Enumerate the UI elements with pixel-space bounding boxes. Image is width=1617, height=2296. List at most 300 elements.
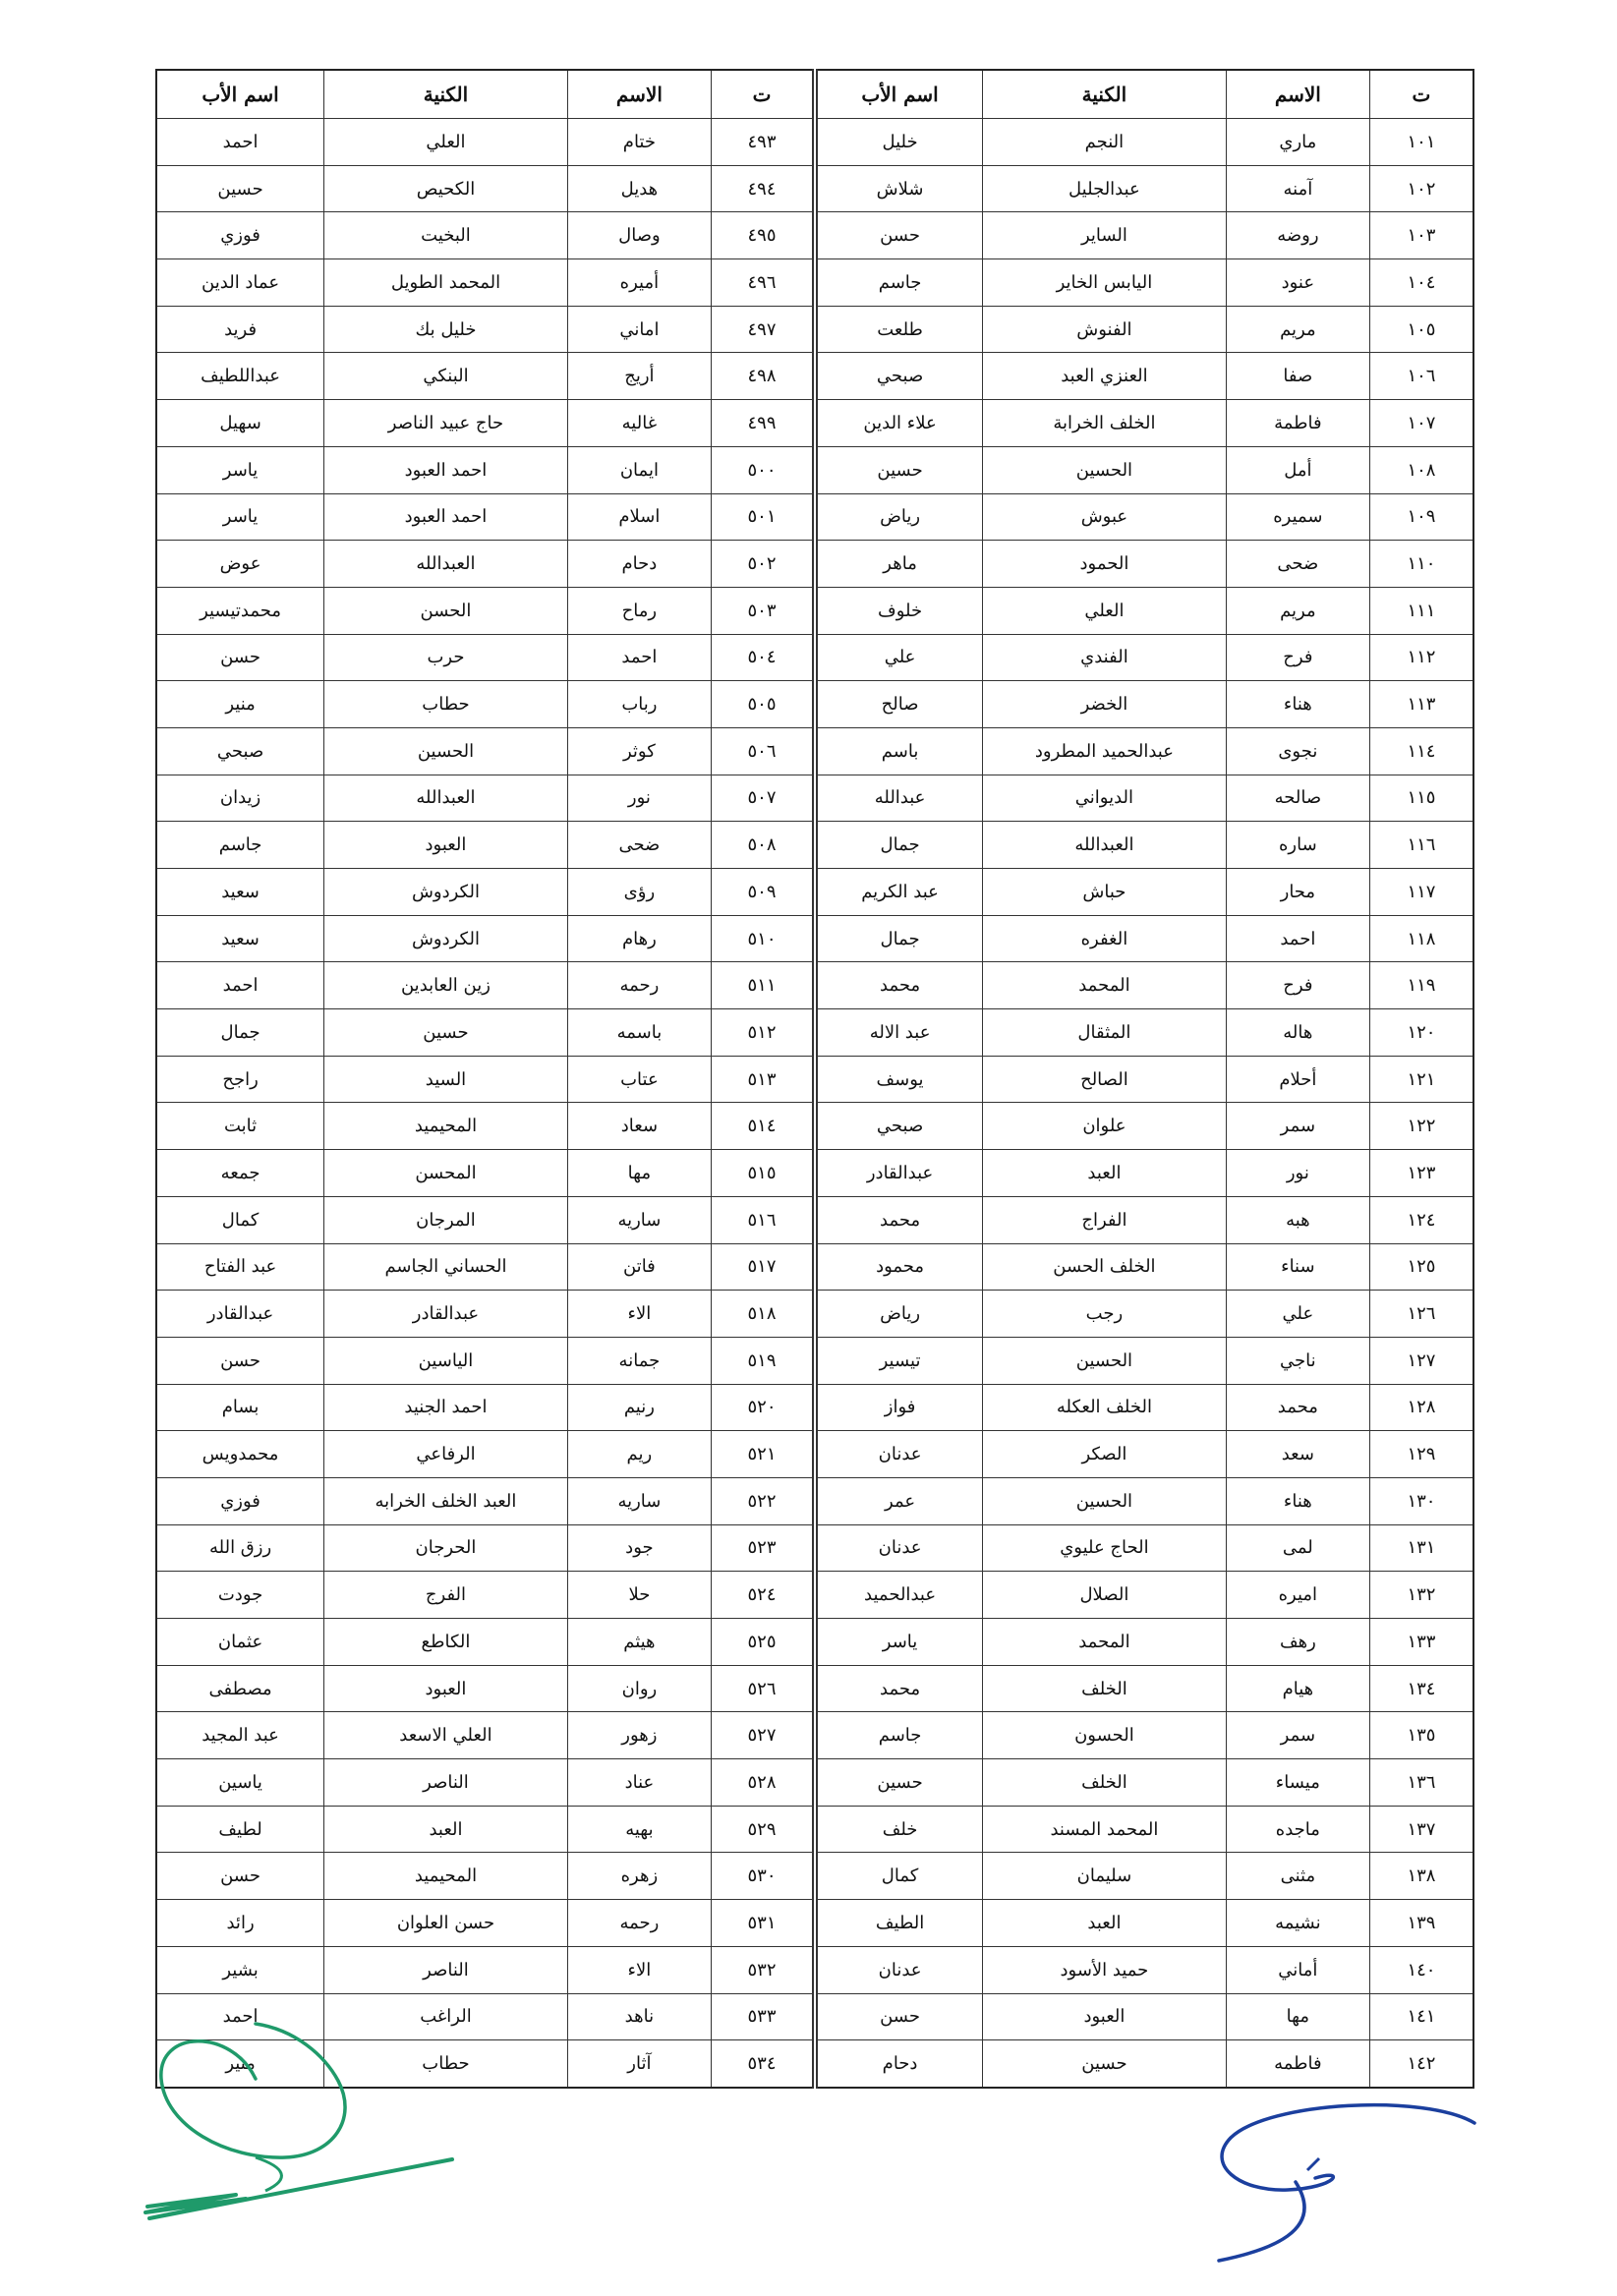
- cell-name-right: نشيمه: [1226, 1900, 1369, 1947]
- cell-surname-left: الكحيص: [324, 165, 568, 212]
- cell-surname-left: الكردوش: [324, 915, 568, 962]
- cell-num-left: ٥١٠: [711, 915, 815, 962]
- cell-name-left: ساريه: [567, 1477, 711, 1524]
- cell-num-left: ٥٣٠: [711, 1853, 815, 1900]
- cell-num-left: ٥١٦: [711, 1196, 815, 1243]
- cell-surname-left: المرجان: [324, 1196, 568, 1243]
- cell-father-right: حسن: [815, 1993, 983, 2040]
- cell-name-right: هناء: [1226, 1477, 1369, 1524]
- cell-num-right: ١٢٥: [1369, 1243, 1473, 1291]
- cell-num-right: ١٢٩: [1369, 1431, 1473, 1478]
- cell-num-left: ٥١١: [711, 962, 815, 1009]
- cell-num-right: ١١٧: [1369, 869, 1473, 916]
- cell-num-right: ١٣٤: [1369, 1665, 1473, 1712]
- cell-num-left: ٤٩٦: [711, 259, 815, 307]
- cell-surname-right: رجب: [983, 1291, 1227, 1338]
- cell-num-left: ٤٩٥: [711, 212, 815, 259]
- cell-num-left: ٥٠٥: [711, 681, 815, 728]
- table-row: [156, 587, 1473, 634]
- cell-name-right: ساره: [1226, 822, 1369, 869]
- cell-father-right: محمود: [815, 1243, 983, 1291]
- cell-name-right: هناء: [1226, 681, 1369, 728]
- cell-surname-left: حرب: [324, 634, 568, 681]
- cell-father-left: لطيف: [156, 1806, 324, 1853]
- cell-surname-left: المحسن: [324, 1150, 568, 1197]
- cell-father-left: منير: [156, 681, 324, 728]
- table-row: [156, 259, 1473, 307]
- cell-name-left: رحمه: [567, 1900, 711, 1947]
- cell-num-left: ٥٠٢: [711, 541, 815, 588]
- cell-name-left: زهور: [567, 1712, 711, 1759]
- cell-father-left: عبد الفتاح: [156, 1243, 324, 1291]
- cell-surname-right: الصالح: [983, 1056, 1227, 1103]
- cell-num-right: ١٠٢: [1369, 165, 1473, 212]
- cell-surname-right: سليمان: [983, 1853, 1227, 1900]
- cell-father-left: سعيد: [156, 915, 324, 962]
- cell-name-left: الاء: [567, 1291, 711, 1338]
- table-row: [156, 541, 1473, 588]
- cell-num-right: ١٠٥: [1369, 306, 1473, 353]
- cell-surname-left: احمد العبود: [324, 446, 568, 493]
- table-row: [156, 1524, 1473, 1572]
- cell-name-right: احمد: [1226, 915, 1369, 962]
- cell-num-left: ٥١٥: [711, 1150, 815, 1197]
- cell-surname-left: الياسين: [324, 1337, 568, 1384]
- cell-num-left: ٤٩٧: [711, 306, 815, 353]
- table-row: [156, 1291, 1473, 1338]
- cell-father-right: ماهر: [815, 541, 983, 588]
- cell-name-right: سناء: [1226, 1243, 1369, 1291]
- cell-num-right: ١١١: [1369, 587, 1473, 634]
- cell-father-left: محمدتيسير: [156, 587, 324, 634]
- cell-father-right: ياسر: [815, 1619, 983, 1666]
- table-row: [156, 1946, 1473, 1993]
- cell-name-left: جمانه: [567, 1337, 711, 1384]
- cell-name-right: فاطمة: [1226, 400, 1369, 447]
- cell-name-right: علي: [1226, 1291, 1369, 1338]
- table-row: [156, 869, 1473, 916]
- table-row: [156, 1103, 1473, 1150]
- table-row: [156, 1243, 1473, 1291]
- cell-father-left: راجح: [156, 1056, 324, 1103]
- cell-num-right: ١٢٠: [1369, 1009, 1473, 1057]
- cell-father-left: حسن: [156, 1853, 324, 1900]
- cell-surname-left: احمد الجنيد: [324, 1384, 568, 1431]
- cell-name-right: فاطمه: [1226, 2040, 1369, 2088]
- cell-name-right: ميساء: [1226, 1759, 1369, 1807]
- cell-surname-right: العبد: [983, 1900, 1227, 1947]
- header-row: [156, 70, 1473, 119]
- cell-name-left: رهام: [567, 915, 711, 962]
- cell-num-right: ١١٨: [1369, 915, 1473, 962]
- cell-name-right: روضه: [1226, 212, 1369, 259]
- cell-name-right: محمد: [1226, 1384, 1369, 1431]
- cell-name-right: فرح: [1226, 634, 1369, 681]
- cell-surname-right: حباش: [983, 869, 1227, 916]
- cell-name-right: أمل: [1226, 446, 1369, 493]
- cell-surname-left: الفرج: [324, 1572, 568, 1619]
- cell-num-right: ١٣٥: [1369, 1712, 1473, 1759]
- cell-name-right: محار: [1226, 869, 1369, 916]
- signature-right: [1209, 2084, 1504, 2280]
- cell-surname-left: حاج عبيد الناصر: [324, 400, 568, 447]
- cell-surname-left: الراغب: [324, 1993, 568, 2040]
- cell-father-right: رياض: [815, 1291, 983, 1338]
- cell-surname-right: الخضر: [983, 681, 1227, 728]
- cell-name-left: هيثم: [567, 1619, 711, 1666]
- cell-name-left: وصال: [567, 212, 711, 259]
- cell-father-left: رائد: [156, 1900, 324, 1947]
- cell-father-right: عبدالله: [815, 775, 983, 822]
- cell-name-left: روان: [567, 1665, 711, 1712]
- cell-num-right: ١٢٢: [1369, 1103, 1473, 1150]
- cell-num-left: ٥٣٣: [711, 1993, 815, 2040]
- table-row: [156, 1712, 1473, 1759]
- cell-father-right: عبدالحميد: [815, 1572, 983, 1619]
- cell-num-right: ١٠١: [1369, 119, 1473, 166]
- cell-surname-left: البخيت: [324, 212, 568, 259]
- cell-name-left: زهره: [567, 1853, 711, 1900]
- cell-num-left: ٥٠٧: [711, 775, 815, 822]
- cell-surname-left: الرفاعي: [324, 1431, 568, 1478]
- cell-num-right: ١١٣: [1369, 681, 1473, 728]
- cell-surname-left: عبدالقادر: [324, 1291, 568, 1338]
- cell-name-left: عناد: [567, 1759, 711, 1807]
- table-row: [156, 493, 1473, 541]
- cell-surname-left: الكردوش: [324, 869, 568, 916]
- cell-num-right: ١٢٣: [1369, 1150, 1473, 1197]
- cell-father-right: شلاش: [815, 165, 983, 212]
- table-row: [156, 306, 1473, 353]
- cell-surname-right: الحسون: [983, 1712, 1227, 1759]
- cell-name-left: مها: [567, 1150, 711, 1197]
- cell-surname-right: الفنوش: [983, 306, 1227, 353]
- cell-name-left: اماني: [567, 306, 711, 353]
- cell-father-left: محمدويس: [156, 1431, 324, 1478]
- cell-name-left: سعاد: [567, 1103, 711, 1150]
- cell-father-right: عدنان: [815, 1524, 983, 1572]
- table-row: [156, 1150, 1473, 1197]
- cell-name-right: لمى: [1226, 1524, 1369, 1572]
- cell-num-left: ٥١٢: [711, 1009, 815, 1057]
- cell-father-right: خلف: [815, 1806, 983, 1853]
- cell-num-right: ١٣٩: [1369, 1900, 1473, 1947]
- cell-num-right: ١٢١: [1369, 1056, 1473, 1103]
- cell-name-right: أحلام: [1226, 1056, 1369, 1103]
- cell-name-right: سميره: [1226, 493, 1369, 541]
- cell-father-left: جمال: [156, 1009, 324, 1057]
- cell-num-right: ١٣٠: [1369, 1477, 1473, 1524]
- cell-surname-left: المحيميد: [324, 1103, 568, 1150]
- cell-father-left: جودت: [156, 1572, 324, 1619]
- cell-father-right: خلوف: [815, 587, 983, 634]
- cell-father-left: عبدالقادر: [156, 1291, 324, 1338]
- cell-num-left: ٥١٣: [711, 1056, 815, 1103]
- cell-name-right: هيام: [1226, 1665, 1369, 1712]
- cell-surname-left: البنكي: [324, 353, 568, 400]
- cell-num-right: ١٠٦: [1369, 353, 1473, 400]
- cell-surname-left: العبد: [324, 1806, 568, 1853]
- cell-surname-right: حسين: [983, 2040, 1227, 2088]
- table-row: [156, 1806, 1473, 1853]
- cell-surname-right: الديواني: [983, 775, 1227, 822]
- cell-num-right: ١٢٨: [1369, 1384, 1473, 1431]
- cell-surname-left: الكاطع: [324, 1619, 568, 1666]
- table-row: [156, 1056, 1473, 1103]
- cell-num-right: ١٣٣: [1369, 1619, 1473, 1666]
- cell-father-right: عدنان: [815, 1946, 983, 1993]
- cell-father-left: صبحي: [156, 727, 324, 775]
- cell-father-left: عوض: [156, 541, 324, 588]
- cell-surname-right: عبدالجليل: [983, 165, 1227, 212]
- cell-surname-right: الساير: [983, 212, 1227, 259]
- cell-father-right: صبحي: [815, 1103, 983, 1150]
- cell-num-left: ٥٣٢: [711, 1946, 815, 1993]
- cell-name-right: مثنى: [1226, 1853, 1369, 1900]
- cell-surname-left: حسن العلوان: [324, 1900, 568, 1947]
- cell-name-left: عتاب: [567, 1056, 711, 1103]
- table-row: [156, 1665, 1473, 1712]
- cell-name-left: ناهد: [567, 1993, 711, 2040]
- cell-num-right: ١٢٧: [1369, 1337, 1473, 1384]
- cell-surname-right: الخلف العكله: [983, 1384, 1227, 1431]
- cell-name-right: سمر: [1226, 1103, 1369, 1150]
- cell-father-right: جاسم: [815, 259, 983, 307]
- cell-num-left: ٥٢٥: [711, 1619, 815, 1666]
- cell-num-right: ١١٩: [1369, 962, 1473, 1009]
- header-father-left: اسم الأب: [156, 70, 324, 119]
- cell-father-left: سهيل: [156, 400, 324, 447]
- cell-father-right: باسم: [815, 727, 983, 775]
- cell-surname-left: الناصر: [324, 1946, 568, 1993]
- cell-father-right: حسن: [815, 212, 983, 259]
- cell-surname-right: العلي: [983, 587, 1227, 634]
- cell-name-right: هبه: [1226, 1196, 1369, 1243]
- cell-surname-right: المثقال: [983, 1009, 1227, 1057]
- cell-father-left: عماد الدين: [156, 259, 324, 307]
- cell-father-right: فواز: [815, 1384, 983, 1431]
- cell-father-right: حسين: [815, 446, 983, 493]
- cell-father-right: عبد الاله: [815, 1009, 983, 1057]
- cell-surname-left: المحمد الطويل: [324, 259, 568, 307]
- cell-name-left: أميره: [567, 259, 711, 307]
- table-header: [156, 70, 1473, 119]
- cell-father-right: جمال: [815, 915, 983, 962]
- table-row: [156, 775, 1473, 822]
- cell-surname-right: اليابس الخاير: [983, 259, 1227, 307]
- cell-name-left: نور: [567, 775, 711, 822]
- cell-surname-right: الفراج: [983, 1196, 1227, 1243]
- table-row: [156, 119, 1473, 166]
- table-row: [156, 1572, 1473, 1619]
- cell-father-right: عبدالقادر: [815, 1150, 983, 1197]
- table-body: [156, 119, 1473, 2088]
- cell-surname-right: حميد الأسود: [983, 1946, 1227, 1993]
- cell-num-left: ٥٠١: [711, 493, 815, 541]
- header-name-left: الاسم: [567, 70, 711, 119]
- cell-surname-left: العبود: [324, 822, 568, 869]
- cell-name-right: رهف: [1226, 1619, 1369, 1666]
- table-row: [156, 1337, 1473, 1384]
- table-row: [156, 634, 1473, 681]
- cell-num-left: ٥٢٨: [711, 1759, 815, 1807]
- cell-name-right: مريم: [1226, 306, 1369, 353]
- cell-surname-left: الحسين: [324, 727, 568, 775]
- cell-father-left: احمد: [156, 1993, 324, 2040]
- cell-name-right: ضحى: [1226, 541, 1369, 588]
- cell-surname-right: الخلف: [983, 1759, 1227, 1807]
- cell-name-left: بهيه: [567, 1806, 711, 1853]
- cell-name-left: رماح: [567, 587, 711, 634]
- cell-father-right: محمد: [815, 962, 983, 1009]
- cell-num-right: ١٤١: [1369, 1993, 1473, 2040]
- cell-surname-left: حطاب: [324, 681, 568, 728]
- cell-name-right: ماري: [1226, 119, 1369, 166]
- table-row: [156, 915, 1473, 962]
- cell-name-left: هديل: [567, 165, 711, 212]
- cell-name-left: فاتن: [567, 1243, 711, 1291]
- cell-name-right: سمر: [1226, 1712, 1369, 1759]
- cell-father-left: رزق الله: [156, 1524, 324, 1572]
- cell-num-right: ١٤٢: [1369, 2040, 1473, 2088]
- cell-father-left: بشير: [156, 1946, 324, 1993]
- cell-surname-left: العبدالله: [324, 775, 568, 822]
- cell-num-left: ٥٠٩: [711, 869, 815, 916]
- cell-surname-right: الحمود: [983, 541, 1227, 588]
- cell-num-right: ١٣٧: [1369, 1806, 1473, 1853]
- cell-father-right: محمد: [815, 1196, 983, 1243]
- cell-num-left: ٥٢٢: [711, 1477, 815, 1524]
- cell-name-left: اسلام: [567, 493, 711, 541]
- cell-father-left: ياسين: [156, 1759, 324, 1807]
- cell-father-left: حسن: [156, 1337, 324, 1384]
- cell-surname-left: حطاب: [324, 2040, 568, 2088]
- cell-name-left: حلا: [567, 1572, 711, 1619]
- cell-surname-right: المحمد: [983, 962, 1227, 1009]
- cell-surname-left: الحساني الجاسم: [324, 1243, 568, 1291]
- cell-father-right: كمال: [815, 1853, 983, 1900]
- cell-surname-right: علوان: [983, 1103, 1227, 1150]
- cell-father-left: سعيد: [156, 869, 324, 916]
- cell-father-left: عبد المجيد: [156, 1712, 324, 1759]
- table-row: [156, 1759, 1473, 1807]
- cell-surname-left: الحرجان: [324, 1524, 568, 1572]
- cell-num-left: ٥٠٤: [711, 634, 815, 681]
- header-surname-right: الكنية: [983, 70, 1227, 119]
- table-row: [156, 962, 1473, 1009]
- cell-num-left: ٥٠٠: [711, 446, 815, 493]
- cell-father-left: حسين: [156, 165, 324, 212]
- cell-surname-right: الخلف: [983, 1665, 1227, 1712]
- cell-num-left: ٥١٧: [711, 1243, 815, 1291]
- cell-father-left: عبداللطيف: [156, 353, 324, 400]
- cell-surname-right: الحاج عليوي: [983, 1524, 1227, 1572]
- cell-father-right: محمد: [815, 1665, 983, 1712]
- cell-num-right: ١١٤: [1369, 727, 1473, 775]
- table-row: [156, 400, 1473, 447]
- header-num-right: ت: [1369, 70, 1473, 119]
- table-row: [156, 1384, 1473, 1431]
- cell-father-left: جمعه: [156, 1150, 324, 1197]
- cell-name-left: كوثر: [567, 727, 711, 775]
- cell-surname-left: العبود: [324, 1665, 568, 1712]
- cell-surname-right: الحسين: [983, 1337, 1227, 1384]
- cell-surname-right: الخلف الخرابة: [983, 400, 1227, 447]
- cell-num-right: ١٣٨: [1369, 1853, 1473, 1900]
- cell-num-left: ٥٠٣: [711, 587, 815, 634]
- table-row: [156, 1009, 1473, 1057]
- table-row: [156, 1477, 1473, 1524]
- cell-surname-right: الحسين: [983, 1477, 1227, 1524]
- cell-num-left: ٤٩٣: [711, 119, 815, 166]
- cell-name-left: ختام: [567, 119, 711, 166]
- cell-num-right: ١٠٣: [1369, 212, 1473, 259]
- cell-father-right: صالح: [815, 681, 983, 728]
- cell-father-left: منير: [156, 2040, 324, 2088]
- cell-surname-right: العبدالله: [983, 822, 1227, 869]
- cell-num-left: ٥٢٠: [711, 1384, 815, 1431]
- cell-num-left: ٥٢٩: [711, 1806, 815, 1853]
- cell-name-left: رباب: [567, 681, 711, 728]
- cell-father-left: ثابت: [156, 1103, 324, 1150]
- cell-num-left: ٥١٩: [711, 1337, 815, 1384]
- cell-num-left: ٥٢٤: [711, 1572, 815, 1619]
- cell-name-right: نور: [1226, 1150, 1369, 1197]
- cell-surname-right: المحمد المسند: [983, 1806, 1227, 1853]
- cell-father-left: زيدان: [156, 775, 324, 822]
- cell-num-right: ١٠٨: [1369, 446, 1473, 493]
- cell-surname-right: النجم: [983, 119, 1227, 166]
- header-father-right: اسم الأب: [815, 70, 983, 119]
- table-row: [156, 727, 1473, 775]
- cell-name-left: رنيم: [567, 1384, 711, 1431]
- cell-father-left: فريد: [156, 306, 324, 353]
- cell-num-right: ١١٠: [1369, 541, 1473, 588]
- cell-name-left: احمد: [567, 634, 711, 681]
- cell-father-left: عثمان: [156, 1619, 324, 1666]
- cell-father-right: علي: [815, 634, 983, 681]
- cell-surname-right: الخلف الحسن: [983, 1243, 1227, 1291]
- cell-name-left: الاء: [567, 1946, 711, 1993]
- cell-num-right: ١١٦: [1369, 822, 1473, 869]
- cell-father-right: جمال: [815, 822, 983, 869]
- cell-surname-left: العبد الخلف الخرابه: [324, 1477, 568, 1524]
- cell-surname-right: عبدالحميد المطرود: [983, 727, 1227, 775]
- cell-father-left: مصطفى: [156, 1665, 324, 1712]
- cell-name-right: فرح: [1226, 962, 1369, 1009]
- header-surname-left: الكنية: [324, 70, 568, 119]
- table-row: [156, 1196, 1473, 1243]
- cell-surname-left: حسين: [324, 1009, 568, 1057]
- cell-name-left: رحمه: [567, 962, 711, 1009]
- header-num-left: ت: [711, 70, 815, 119]
- cell-father-right: يوسف: [815, 1056, 983, 1103]
- cell-num-left: ٤٩٩: [711, 400, 815, 447]
- table-row: [156, 353, 1473, 400]
- header-name-right: الاسم: [1226, 70, 1369, 119]
- cell-name-left: ساريه: [567, 1196, 711, 1243]
- table-row: [156, 212, 1473, 259]
- cell-surname-right: الصكر: [983, 1431, 1227, 1478]
- cell-num-right: ١٠٧: [1369, 400, 1473, 447]
- cell-name-left: باسمه: [567, 1009, 711, 1057]
- cell-name-right: مريم: [1226, 587, 1369, 634]
- cell-num-left: ٥٣٤: [711, 2040, 815, 2088]
- cell-father-left: ياسر: [156, 446, 324, 493]
- cell-surname-right: الغفره: [983, 915, 1227, 962]
- cell-num-left: ٥١٤: [711, 1103, 815, 1150]
- cell-num-left: ٥٢١: [711, 1431, 815, 1478]
